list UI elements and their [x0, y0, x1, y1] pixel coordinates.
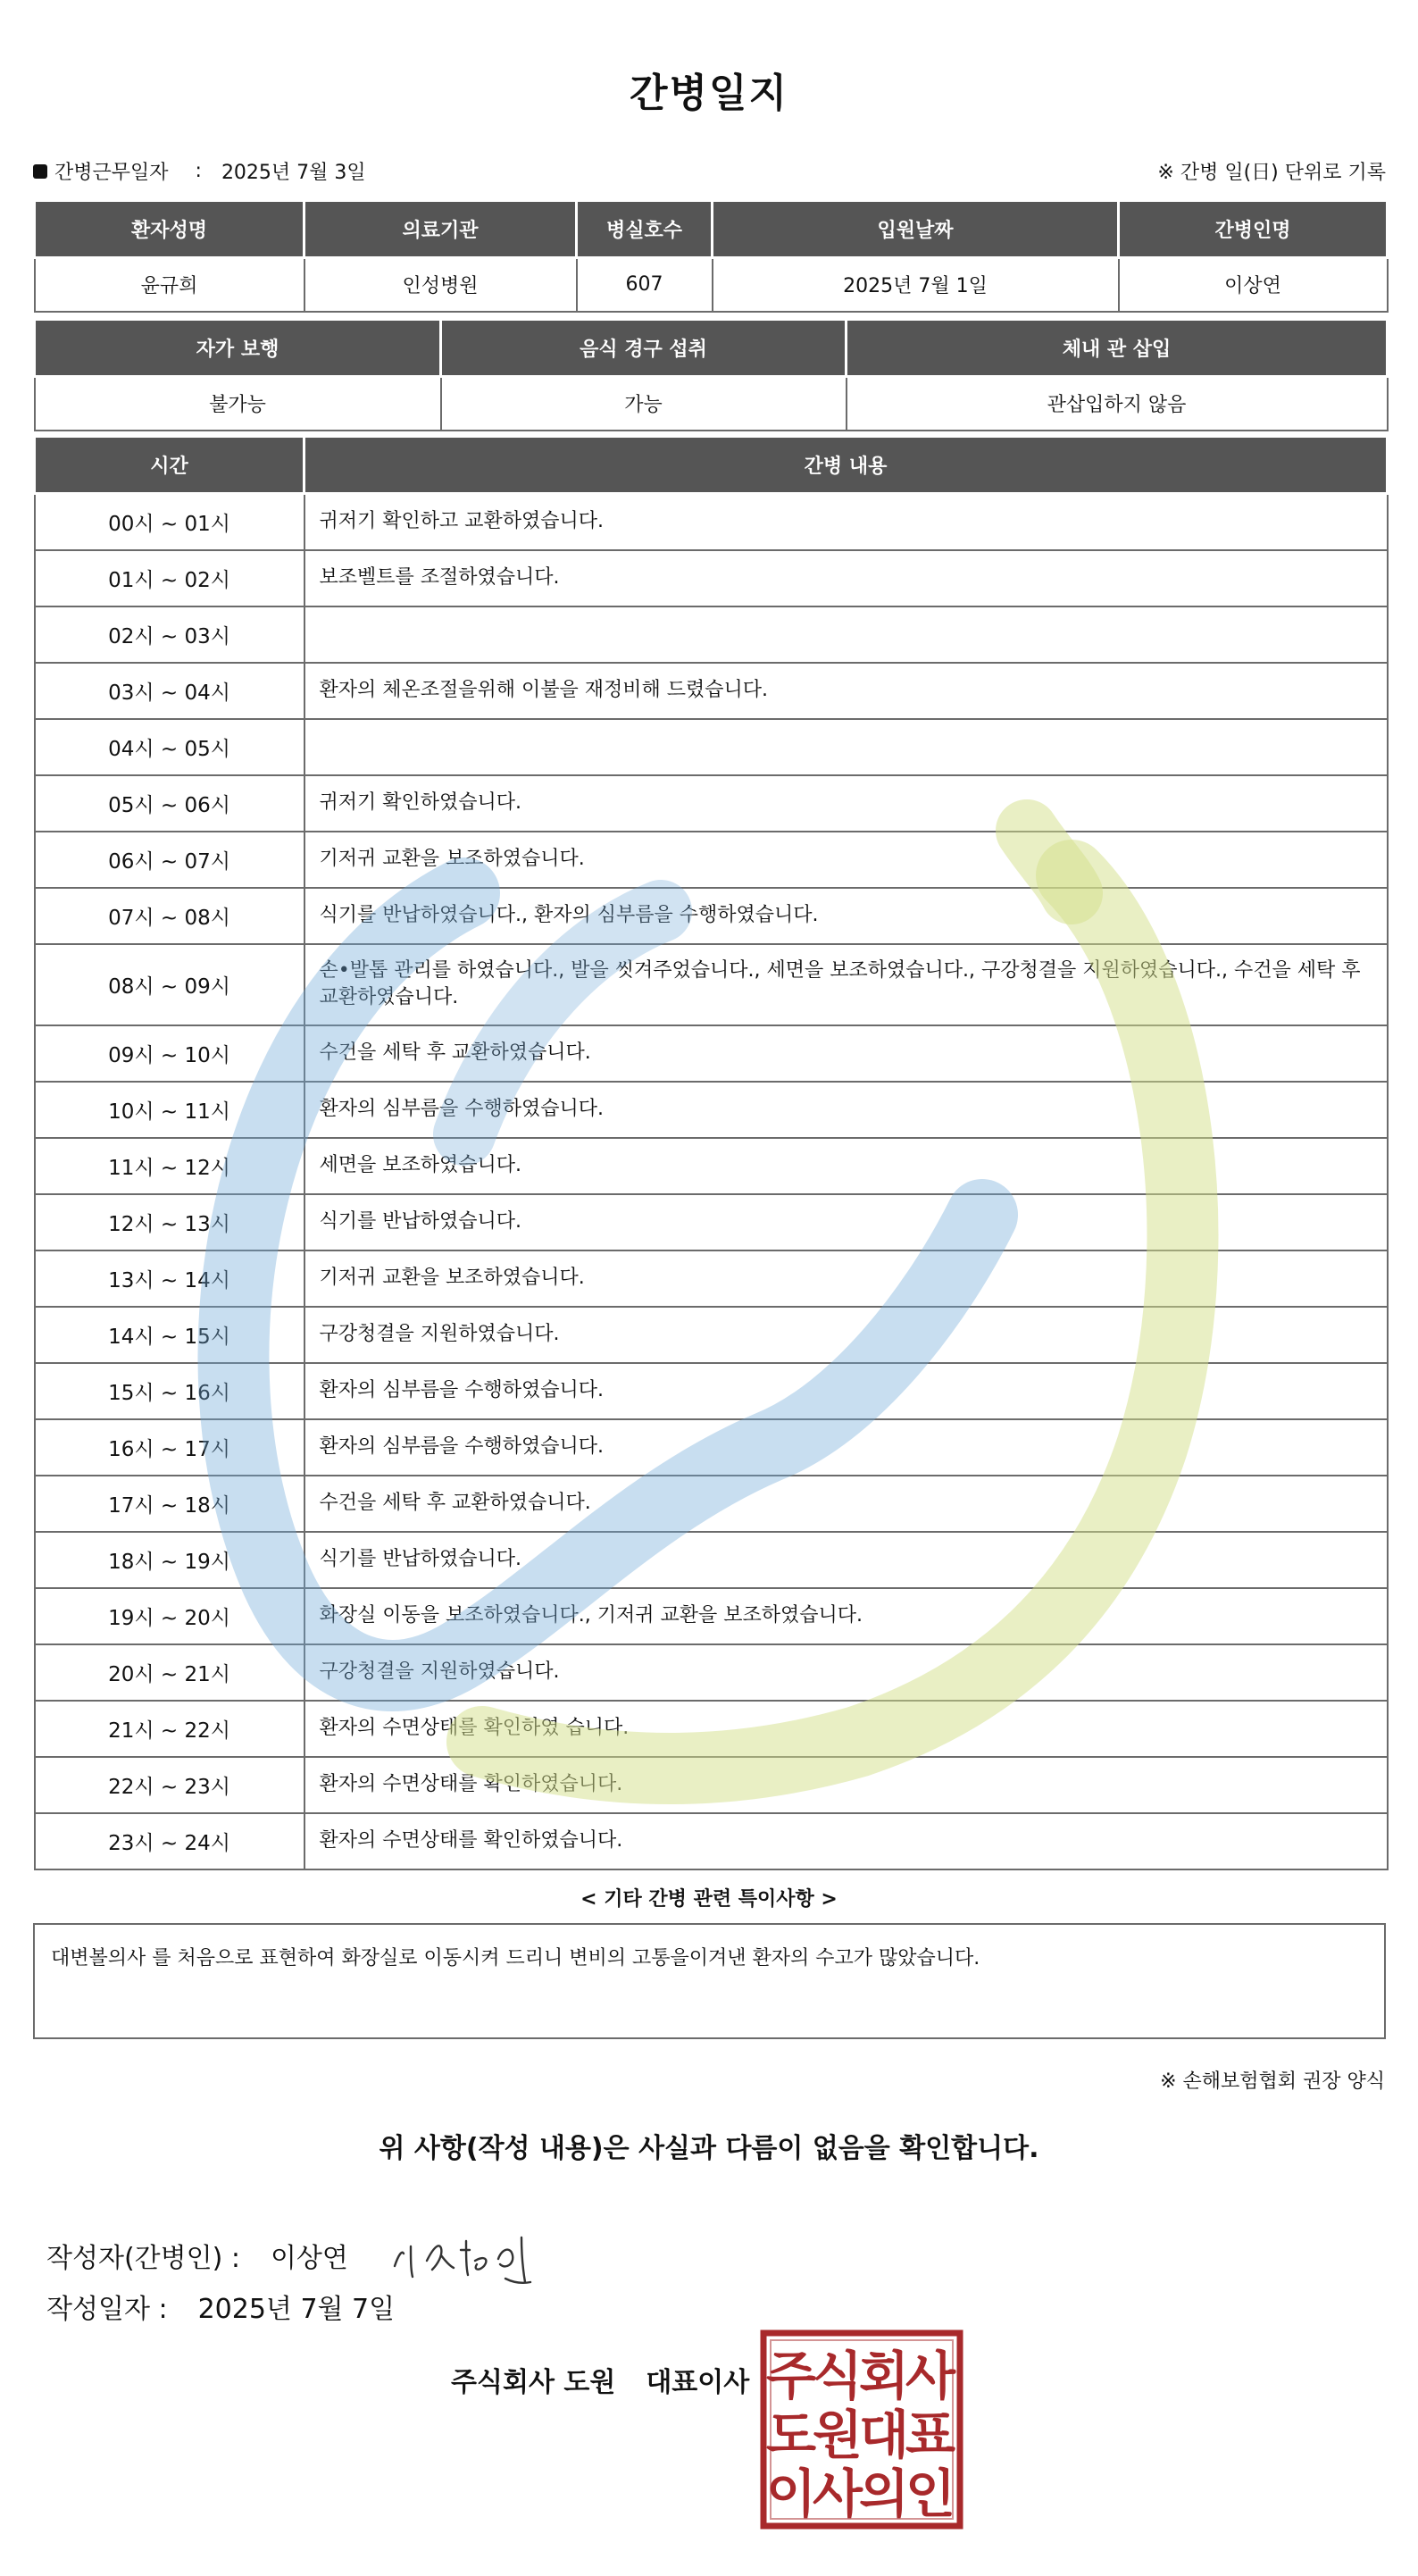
care-content-cell: 환자의 심부름을 수행하였습니다.: [304, 1363, 1388, 1419]
remarks-title: < 기타 간병 관련 특이사항 >: [580, 1888, 838, 1911]
square-bullet-icon: [33, 164, 47, 179]
care-content-cell: 환자의 체온조절을위해 이불을 재정비해 드렸습니다.: [304, 663, 1388, 719]
confirmation-statement: 위 사항(작성 내용)은 사실과 다름이 없음을 확인합니다.: [379, 2133, 1039, 2164]
time-header: 시간: [35, 437, 304, 494]
hospital-value: 인성병원: [304, 258, 577, 312]
hospital-header: 의료기관: [304, 201, 577, 258]
room-number-header: 병실호수: [577, 201, 713, 258]
time-cell: 20시 ~ 21시: [35, 1644, 304, 1701]
written-date-label: 작성일자 :: [46, 2294, 168, 2325]
admission-date-header: 입원날짜: [713, 201, 1119, 258]
caregiver-name-header: 간병인명: [1119, 201, 1388, 258]
table-row: [35, 1419, 1388, 1476]
care-content-cell: 환자의 수면상태를 확인하였습니다.: [304, 1813, 1388, 1869]
time-cell: 10시 ~ 11시: [35, 1082, 304, 1138]
room-number-value: 607: [577, 258, 713, 312]
author-label: 작성자(간병인) :: [46, 2243, 240, 2274]
table-row: [35, 1250, 1388, 1307]
company-seal-stamp: [760, 2329, 963, 2530]
patient-name-header: 환자성명: [35, 201, 304, 258]
caregiver-name-value: 이상연: [1119, 258, 1388, 312]
patient-info-table: [33, 199, 1389, 313]
care-content-cell: 구강청결을 지원하였습니다.: [304, 1644, 1388, 1701]
company-name: 주식회사 도원: [451, 2367, 616, 2398]
time-cell: 09시 ~ 10시: [35, 1025, 304, 1082]
seal-character: 사: [812, 2463, 863, 2524]
time-cell: 07시 ~ 08시: [35, 888, 304, 944]
care-content-cell: 귀저기 확인하였습니다.: [304, 775, 1388, 832]
table-row: [35, 1363, 1388, 1419]
patient-status-table: [33, 318, 1389, 431]
table-row: [35, 832, 1388, 888]
seal-character: 원: [812, 2405, 863, 2465]
table-row: [35, 719, 1388, 775]
company-row: [451, 2360, 749, 2399]
author-name: 이상연: [270, 2243, 348, 2274]
daily-record-note: ※ 간병 일(日) 단위로 기록: [1157, 162, 1386, 184]
walking-header: 자가 보행: [35, 320, 441, 377]
tube-insertion-value: 관삽입하지 않음: [847, 377, 1388, 431]
oral-intake-header: 음식 경구 섭취: [441, 320, 847, 377]
seal-character: 대: [858, 2405, 910, 2465]
table-row: [35, 1138, 1388, 1194]
table-row: [35, 775, 1388, 832]
care-content-cell: 구강청결을 지원하였습니다.: [304, 1307, 1388, 1363]
care-log-body: [35, 494, 1388, 1869]
table-row: [35, 888, 1388, 944]
remarks-text: 대변볼의사 를 처음으로 표현하여 화장실로 이동시켜 드리니 변비의 고통을이겨낸 환자의 수고가 많았습니다.: [51, 1947, 980, 1970]
table-row: [35, 1532, 1388, 1588]
care-content-cell: 수건을 세탁 후 교환하였습니다.: [304, 1476, 1388, 1532]
seal-character: 이: [765, 2463, 817, 2524]
time-cell: 02시 ~ 03시: [35, 606, 304, 663]
page-title: 간병일지: [629, 71, 788, 116]
time-cell: 19시 ~ 20시: [35, 1588, 304, 1644]
recommend-note: ※ 손해보험협회 권장 양식: [1160, 2070, 1385, 2093]
table-row: [35, 1025, 1388, 1082]
care-content-cell: [304, 719, 1388, 775]
time-cell: 18시 ~ 19시: [35, 1532, 304, 1588]
care-content-cell: 기저귀 교환을 보조하였습니다.: [304, 1250, 1388, 1307]
table-row: [35, 1757, 1388, 1813]
table-row: [35, 1082, 1388, 1138]
care-content-cell: 식기를 반납하였습니다.: [304, 1532, 1388, 1588]
care-content-cell: 환자의 수면상태를 확인하였 습니다.: [304, 1701, 1388, 1757]
time-cell: 14시 ~ 15시: [35, 1307, 304, 1363]
time-cell: 22시 ~ 23시: [35, 1757, 304, 1813]
table-row: [35, 494, 1388, 550]
ceo-title: 대표이사: [646, 2367, 750, 2398]
time-cell: 23시 ~ 24시: [35, 1813, 304, 1869]
time-cell: 16시 ~ 17시: [35, 1419, 304, 1476]
time-cell: 12시 ~ 13시: [35, 1194, 304, 1250]
table-row: [35, 606, 1388, 663]
table-row: [35, 1307, 1388, 1363]
work-date-value: 2025년 7월 3일: [221, 162, 366, 184]
admission-date-value: 2025년 7월 1일: [713, 258, 1119, 312]
time-cell: 13시 ~ 14시: [35, 1250, 304, 1307]
written-date-row: [46, 2287, 395, 2326]
table-row: [35, 1644, 1388, 1701]
table-row: [35, 1588, 1388, 1644]
table-row: [35, 663, 1388, 719]
time-cell: 11시 ~ 12시: [35, 1138, 304, 1194]
time-cell: 15시 ~ 16시: [35, 1363, 304, 1419]
time-cell: 08시 ~ 09시: [35, 944, 304, 1025]
care-content-cell: 환자의 심부름을 수행하였습니다.: [304, 1082, 1388, 1138]
oral-intake-value: 가능: [441, 377, 847, 431]
work-date-group: [33, 157, 366, 185]
time-cell: 01시 ~ 02시: [35, 550, 304, 606]
meta-separator: :: [195, 160, 202, 182]
remarks-box: [33, 1923, 1386, 2039]
seal-character: 회: [858, 2346, 910, 2406]
table-row: [35, 1194, 1388, 1250]
time-cell: 21시 ~ 22시: [35, 1701, 304, 1757]
time-cell: 05시 ~ 06시: [35, 775, 304, 832]
care-content-cell: 식기를 반납하였습니다.: [304, 1194, 1388, 1250]
care-content-cell: 보조벨트를 조절하였습니다.: [304, 550, 1388, 606]
seal-character: 인: [905, 2463, 956, 2524]
table-row: [35, 1701, 1388, 1757]
care-content-cell: 환자의 수면상태를 확인하였습니다.: [304, 1757, 1388, 1813]
seal-character: 주: [765, 2346, 817, 2406]
care-log-table: [33, 435, 1389, 1870]
walking-value: 불가능: [35, 377, 441, 431]
care-content-cell: 화장실 이동을 보조하였습니다., 기저귀 교환을 보조하였습니다.: [304, 1588, 1388, 1644]
tube-insertion-header: 체내 관 삽입: [847, 320, 1388, 377]
signature-image: [388, 2220, 548, 2291]
time-cell: 06시 ~ 07시: [35, 832, 304, 888]
care-content-cell: 귀저기 확인하고 교환하였습니다.: [304, 494, 1388, 550]
seal-character: 표: [905, 2405, 956, 2465]
care-content-cell: 환자의 심부름을 수행하였습니다.: [304, 1419, 1388, 1476]
written-date-value: 2025년 7월 7일: [197, 2294, 396, 2325]
care-content-cell: 수건을 세탁 후 교환하였습니다.: [304, 1025, 1388, 1082]
time-cell: 03시 ~ 04시: [35, 663, 304, 719]
work-date-label: 간병근무일자: [54, 162, 169, 184]
seal-character: 식: [812, 2346, 863, 2406]
care-content-cell: 기저귀 교환을 보조하였습니다.: [304, 832, 1388, 888]
care-content-cell: 손•발톱 관리를 하였습니다., 발을 씻겨주었습니다., 세면을 보조하였습니다., 구강청결을 지원하였습니다., 수건을 세탁 후 교환하였습니다.: [304, 944, 1388, 1025]
seal-character: 도: [765, 2405, 817, 2465]
time-cell: 00시 ~ 01시: [35, 494, 304, 550]
care-content-cell: [304, 606, 1388, 663]
author-row: [46, 2220, 548, 2291]
table-row: [35, 550, 1388, 606]
care-content-cell: 세면을 보조하였습니다.: [304, 1138, 1388, 1194]
care-content-cell: 식기를 반납하였습니다., 환자의 심부름을 수행하였습니다.: [304, 888, 1388, 944]
table-row: [35, 1813, 1388, 1869]
meta-row: [33, 157, 1386, 186]
table-row: [35, 944, 1388, 1025]
care-content-header: 간병 내용: [304, 437, 1388, 494]
patient-name-value: 윤규희: [35, 258, 304, 312]
seal-character: 의: [858, 2463, 910, 2524]
time-cell: 04시 ~ 05시: [35, 719, 304, 775]
table-row: [35, 1476, 1388, 1532]
time-cell: 17시 ~ 18시: [35, 1476, 304, 1532]
seal-character: 사: [905, 2346, 956, 2406]
